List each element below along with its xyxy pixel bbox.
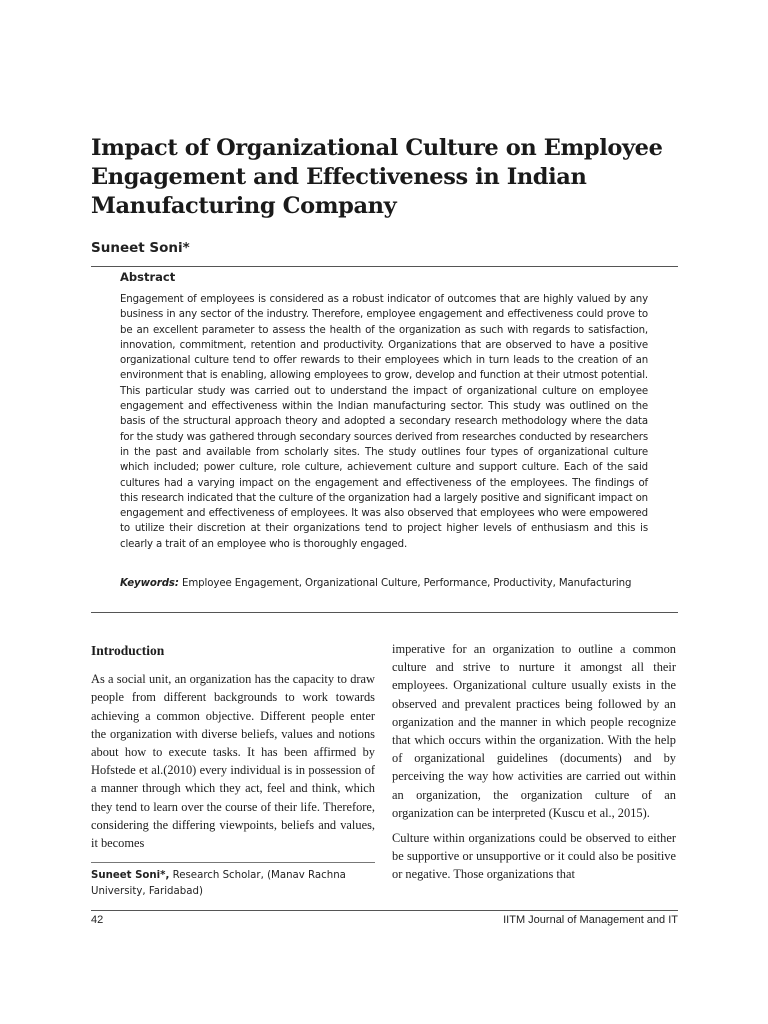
keywords-text: Employee Engagement, Organizational Culture, Performance, Productivity, Manufacturing (182, 578, 632, 589)
keywords-label: Keywords: (120, 578, 179, 589)
introduction-paragraph-3: Culture within organizations could be observed to either be supportive or unsupportive or it could also be positive or negative. Those organizations that (392, 831, 676, 882)
footnote-affiliation: Research Scholar, (Manav Rachna University, Faridabad) (91, 870, 346, 897)
keywords-line (120, 576, 648, 591)
abstract-heading: Abstract (120, 270, 176, 284)
right-column (392, 640, 676, 884)
introduction-paragraph-1: As a social unit, an organization has the capacity to draw people from different backgrounds to work towards achieving a common objective. Different people enter the organization with diverse beliefs, values and notions about how to execute tasks. It has been affirmed by Hofstede et al.(2010) every individual is in possession of a manner through which they act, feel and think, which they tend to learn over the course of their life. Therefore, considering the differing viewpoints, beliefs and values, it becomes (91, 672, 375, 851)
journal-name: IITM Journal of Management and IT (503, 914, 678, 926)
introduction-paragraph-2: imperative for an organization to outline a common culture and strive to nurture it amongst all their employees. Organizational culture usually exists in the observed and prevalent practices being followed by an organization and the manner in which people recognize that which occurs within the organization. With the help of organizational guidelines (documents) and by perceiving the way how activities are carried out within an organization, the organization culture of an organization can be interpreted (Kuscu et al., 2015). (392, 642, 676, 820)
abstract-top-rule (91, 266, 678, 267)
footnote-author: Suneet Soni*, (91, 870, 170, 881)
footer-rule (91, 910, 678, 911)
paper-title: Impact of Organizational Culture on Employee Engagement and Effectiveness in Indian Manufacturing Company (91, 135, 663, 219)
author-footnote (91, 868, 375, 899)
footnote-rule (91, 862, 375, 863)
abstract-body: Engagement of employees is considered as a robust indicator of outcomes that are highly valued by any business in any sector of the industry. Therefore, employee engagement and effectiveness could prove to be an excellent parameter to assess the health of the organization as such with regards to satisfaction, innovation, commitment, retention and productivity. Organizations that are observed to have a positive organizational culture tend to offer rewards to their employees which in turn leads to the creation of an environment that is enabling, allowing employees to grow, develop and function at their utmost potential. This particular study was carried out to understand the impact of organizational culture on employee engagement and effectiveness within the Indian manufacturing sector. This study was outlined on the basis of the structural approach theory and adopted a secondary research methodology where the data for the study was gathered through secondary sources derived from researches conducted by researchers in the past and available from scholarly sites. The study outlines four types of organizational culture which included; power culture, role culture, achievement culture and support culture. Each of the said cultures had a varying impact on the engagement and effectiveness of the employees. The findings of this research indicated that the culture of the organization had a largely positive and significant impact on engagement and effectiveness of employees. It was also observed that employees who were empowered to utilize their discretion at their organizations tend to project higher levels of enthusiasm and this is clearly a trait of an employee who is thoroughly engaged. (120, 294, 648, 550)
page-number: 42 (91, 914, 104, 926)
left-column (91, 640, 375, 852)
author-name: Suneet Soni* (91, 240, 190, 256)
abstract-bottom-rule (91, 612, 678, 613)
introduction-heading: Introduction (91, 643, 165, 658)
